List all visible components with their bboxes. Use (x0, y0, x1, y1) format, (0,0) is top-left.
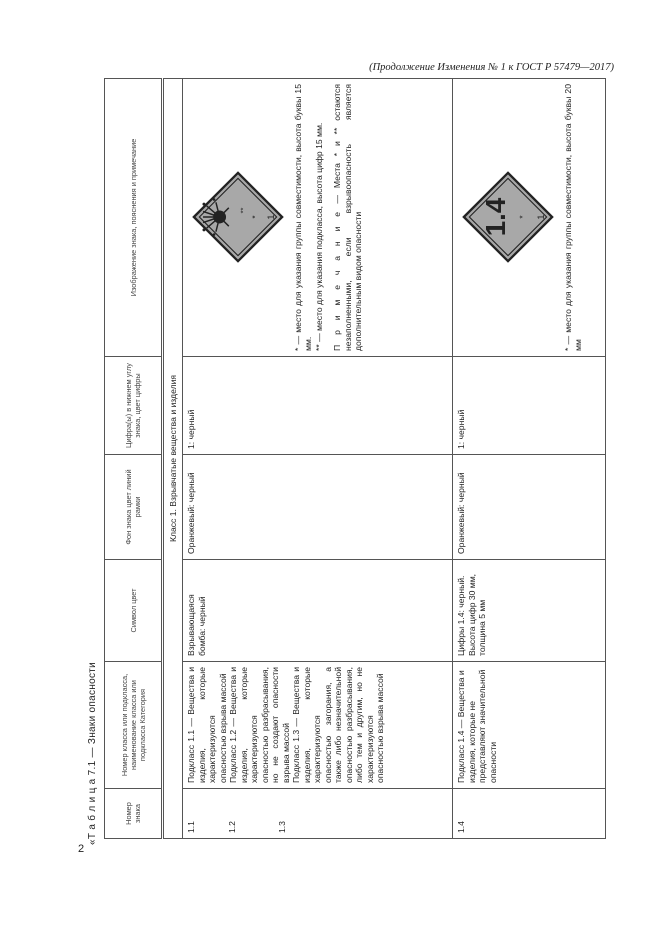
desc-1-1: Подкласс 1.1 — Вещества и изделия, которые характеризуются опасностью взрыва массой (186, 667, 228, 783)
table-row (453, 79, 606, 839)
num-1-3: 1.3 (277, 821, 287, 833)
row2-number: 1.4 (453, 789, 606, 839)
sign-1-1 (186, 84, 287, 351)
sign-stars: ** (238, 208, 248, 214)
row1-numbers (183, 789, 453, 839)
row1-bg: Оранжевый: черный (183, 455, 453, 560)
row2-image (453, 79, 606, 357)
row2-description: Подкласс 1.4 — Вещества и изделия, которые не представляют значительной опасности (453, 662, 606, 789)
page-header: (Продолжение Изменения № 1 к ГОСТ Р 57479—2017) (369, 62, 614, 73)
row2-symbol: Цифры 1.4: черный. Высота цифр 30 мм, толщина 5 мм (453, 560, 606, 662)
desc-1-3: Подкласс 1.3 — Вещества и изделия, которые характеризуются опасностью загорания, а также либо незначительной опасностью разбрасывания, либо тем и другим, но не характеризуются опасностью взрыва массой (291, 667, 385, 783)
sign-digit: 1 (535, 214, 546, 221)
rotated-table-area (87, 79, 605, 845)
num-1-1: 1.1 (186, 821, 196, 833)
col-header-symbol: Символ цвет (105, 560, 163, 662)
note-label: П р и м е ч а н и е (332, 210, 342, 351)
note-text: — Места * и ** остаются незаполненными, если взрывоопасность является дополнительным видом опасности (332, 83, 363, 351)
page-number: 2 (78, 843, 85, 855)
sign-1-4 (456, 84, 557, 351)
sign-star: * (251, 215, 261, 220)
note-2: ** — место для указания подкласса, высота цифр 15 мм. (313, 122, 324, 351)
row1-digit: 1: черный (183, 357, 453, 455)
row2-digit: 1: черный (453, 357, 606, 455)
row1-description (183, 662, 453, 789)
table-row (183, 79, 453, 839)
col-header-digits: Цифра(ы) в нижнем углу знака, цвет цифры (105, 357, 163, 455)
sign-big-number: 1.4 (480, 198, 512, 237)
sign-star: * (518, 215, 528, 220)
explosive-bomb-sign-icon (192, 172, 284, 264)
note-1-4: * — место для указания группы совместимости, высота буквы 20 мм (562, 84, 583, 351)
note-1: * — место для указания группы совместимости, высота буквы 15 мм. (292, 84, 313, 351)
row1-symbol: Взрывающаяся бомба: черный (183, 560, 453, 662)
col-header-bg: Фон знака цвет линий рамки (105, 455, 163, 560)
sign-digit: 1 (265, 214, 276, 221)
note-remark (332, 84, 364, 351)
class-title: Класс 1. Взрывчатые вещества и изделия (163, 79, 183, 839)
col-header-image: Изображение знака, пояснения и примечание (105, 79, 163, 357)
row2-bg: Оранжевый: черный (453, 455, 606, 560)
table-header-row (105, 79, 163, 839)
row1-image (183, 79, 453, 357)
table-caption (87, 662, 98, 845)
division-1-4-sign-icon (462, 172, 554, 264)
num-1-2: 1.2 (226, 821, 237, 833)
col-header-num: Номер знака (105, 789, 163, 839)
col-header-name: Номер класса или подкласса, наименование класса или подкласса Категория (105, 662, 163, 789)
hazard-signs-table (104, 78, 606, 839)
desc-1-2: Подкласс 1.2 — Вещества и изделия, которые характеризуются опасностью разбрасывания, но не создают опасности взрыва массой (228, 667, 291, 783)
caption-prefix: «Т а б л и ц а (87, 778, 98, 845)
caption-rest: 7.1 — Знаки опасности (87, 661, 98, 779)
class-row (163, 79, 183, 839)
